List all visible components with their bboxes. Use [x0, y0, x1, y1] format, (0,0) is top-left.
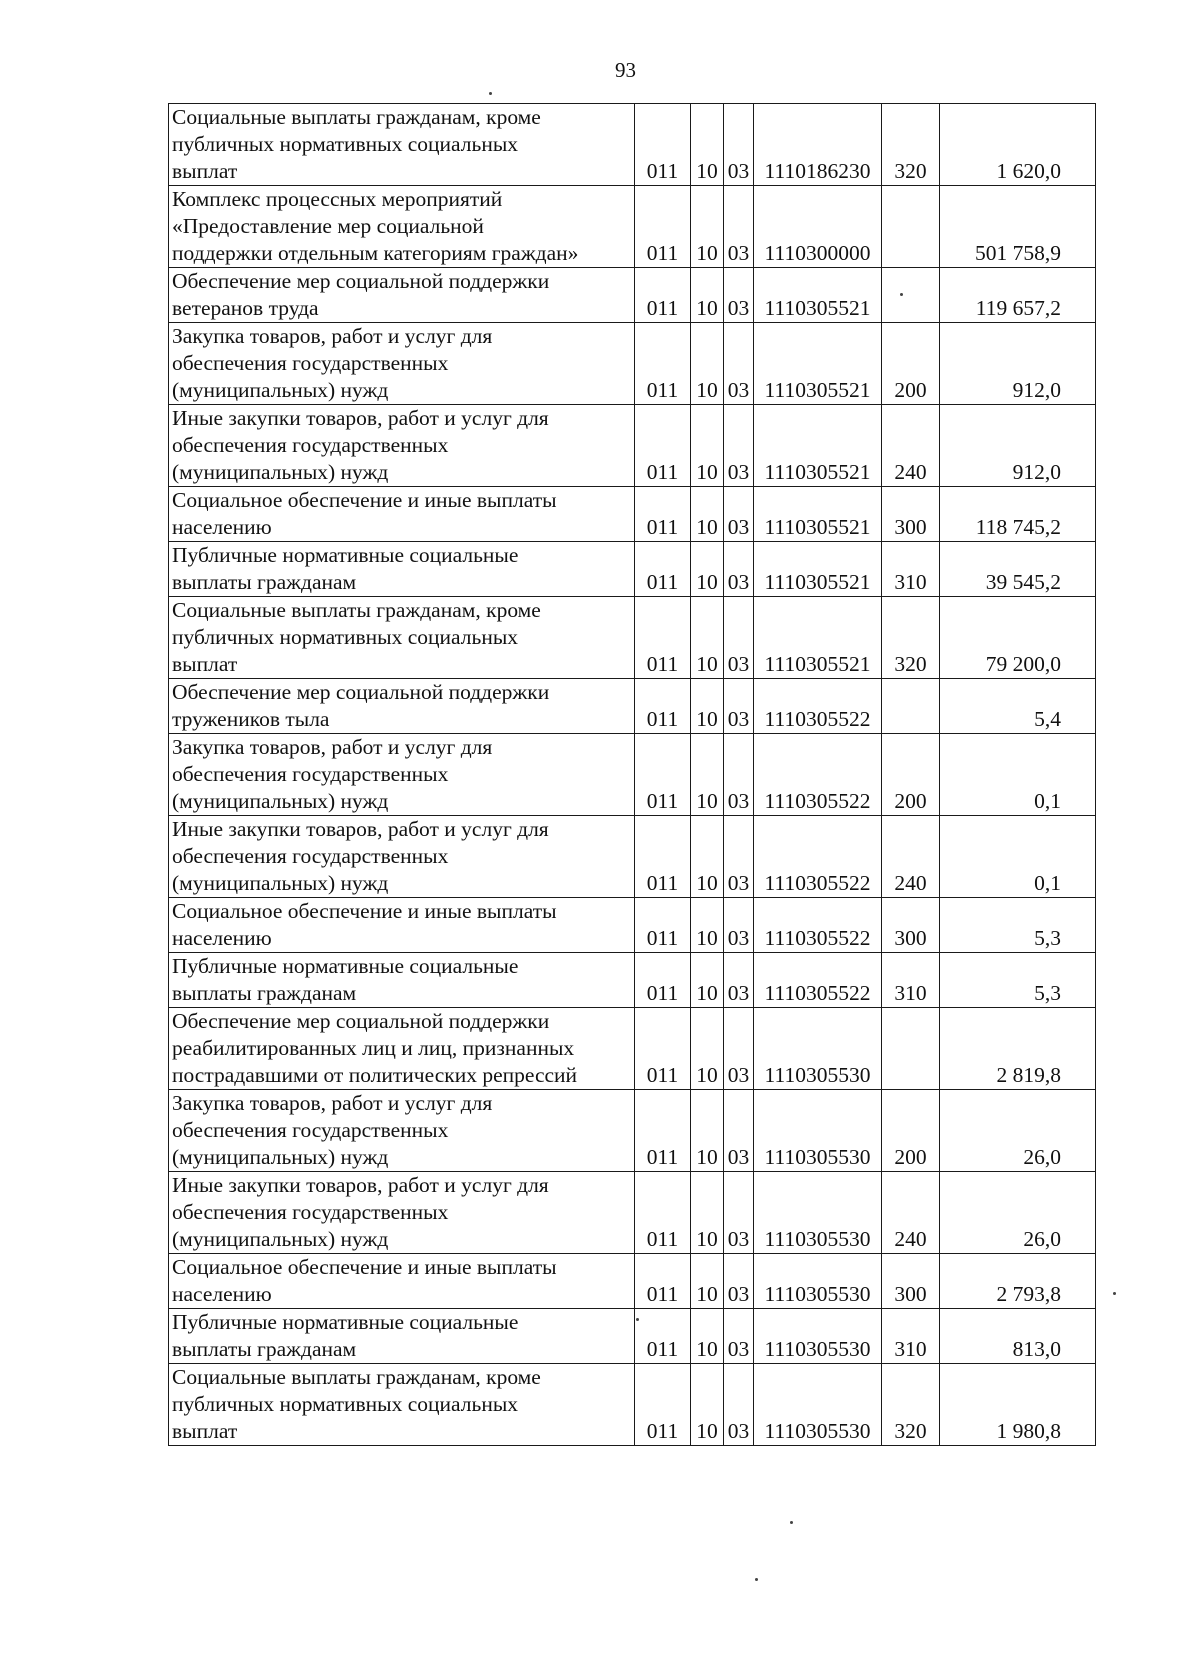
target-article-cell: 1110305530: [754, 1364, 882, 1446]
table-row: [169, 104, 1096, 186]
item-name-cell: [169, 542, 635, 597]
item-name-line: Обеспечение мер социальной поддержки: [172, 1009, 550, 1033]
ministry-code-cell: 011: [635, 487, 691, 542]
table-row: [169, 1008, 1096, 1090]
amount-cell: 0,1: [940, 734, 1096, 816]
expense-type-cell: [882, 679, 940, 734]
item-name-line: (муниципальных) нужд: [172, 871, 389, 895]
subsection-code-cell: 03: [724, 953, 754, 1008]
item-name-line: населению: [172, 926, 272, 950]
target-article-cell: 1110305530: [754, 1090, 882, 1172]
item-name-cell: [169, 898, 635, 953]
budget-table: [168, 103, 1096, 1446]
item-name-line: Обеспечение мер социальной поддержки: [172, 680, 550, 704]
ministry-code-cell: 011: [635, 1090, 691, 1172]
item-name-line: выплаты гражданам: [172, 1337, 357, 1361]
item-name-line: обеспечения государственных: [172, 433, 449, 457]
amount-cell: 79 200,0: [940, 597, 1096, 679]
item-name-line: Закупка товаров, работ и услуг для: [172, 324, 493, 348]
item-name-line: Публичные нормативные социальные: [172, 954, 519, 978]
expense-type-cell: [882, 1008, 940, 1090]
item-name-line: тружеников тыла: [172, 707, 330, 731]
subsection-code-cell: 03: [724, 1090, 754, 1172]
item-name-line: пострадавшими от политических репрессий: [172, 1063, 578, 1087]
section-code-cell: 10: [691, 323, 724, 405]
item-name-line: публичных нормативных социальных: [172, 132, 519, 156]
target-article-cell: 1110305530: [754, 1172, 882, 1254]
table-row: [169, 898, 1096, 953]
expense-type-cell: 300: [882, 898, 940, 953]
section-code-cell: 10: [691, 1172, 724, 1254]
item-name-line: выплат: [172, 159, 238, 183]
amount-cell: 912,0: [940, 405, 1096, 487]
section-code-cell: 10: [691, 186, 724, 268]
item-name-line: Иные закупки товаров, работ и услуг для: [172, 817, 549, 841]
ministry-code-cell: 011: [635, 1364, 691, 1446]
table-row: [169, 953, 1096, 1008]
item-name-line: Социальное обеспечение и иные выплаты: [172, 488, 557, 512]
scan-speck: [1113, 1292, 1116, 1295]
section-code-cell: 10: [691, 1364, 724, 1446]
target-article-cell: 1110305522: [754, 898, 882, 953]
target-article-cell: 1110305521: [754, 405, 882, 487]
expense-type-cell: 200: [882, 734, 940, 816]
amount-cell: 26,0: [940, 1090, 1096, 1172]
item-name-line: населению: [172, 515, 272, 539]
amount-cell: 39 545,2: [940, 542, 1096, 597]
table-row: [169, 734, 1096, 816]
amount-cell: 2 819,8: [940, 1008, 1096, 1090]
subsection-code-cell: 03: [724, 597, 754, 679]
item-name-line: публичных нормативных социальных: [172, 1392, 519, 1416]
subsection-code-cell: 03: [724, 186, 754, 268]
scan-speck: [755, 1578, 758, 1581]
ministry-code-cell: 011: [635, 323, 691, 405]
item-name-line: выплат: [172, 652, 238, 676]
item-name-cell: [169, 1309, 635, 1364]
item-name-cell: [169, 1254, 635, 1309]
expense-type-cell: 310: [882, 953, 940, 1008]
expense-type-cell: 320: [882, 104, 940, 186]
expense-type-cell: 200: [882, 1090, 940, 1172]
item-name-cell: [169, 323, 635, 405]
table-row: [169, 816, 1096, 898]
table-row: [169, 1254, 1096, 1309]
subsection-code-cell: 03: [724, 1309, 754, 1364]
ministry-code-cell: 011: [635, 405, 691, 487]
item-name-line: Иные закупки товаров, работ и услуг для: [172, 1173, 549, 1197]
item-name-line: Публичные нормативные социальные: [172, 543, 519, 567]
item-name-line: (муниципальных) нужд: [172, 1227, 389, 1251]
subsection-code-cell: 03: [724, 1254, 754, 1309]
item-name-cell: [169, 1172, 635, 1254]
item-name-line: Социальные выплаты гражданам, кроме: [172, 105, 541, 129]
table-row: [169, 1364, 1096, 1446]
item-name-cell: [169, 487, 635, 542]
expense-type-cell: 310: [882, 542, 940, 597]
target-article-cell: 1110305522: [754, 816, 882, 898]
table-row: [169, 542, 1096, 597]
expense-type-cell: 240: [882, 816, 940, 898]
expense-type-cell: 300: [882, 487, 940, 542]
scan-speck: [790, 1521, 793, 1524]
section-code-cell: 10: [691, 597, 724, 679]
target-article-cell: 1110300000: [754, 186, 882, 268]
subsection-code-cell: 03: [724, 734, 754, 816]
table-row: [169, 268, 1096, 323]
expense-type-cell: 310: [882, 1309, 940, 1364]
item-name-cell: [169, 1090, 635, 1172]
section-code-cell: 10: [691, 542, 724, 597]
amount-cell: 26,0: [940, 1172, 1096, 1254]
expense-type-cell: 200: [882, 323, 940, 405]
amount-cell: 1 980,8: [940, 1364, 1096, 1446]
item-name-cell: [169, 405, 635, 487]
item-name-cell: [169, 953, 635, 1008]
item-name-cell: [169, 679, 635, 734]
target-article-cell: 1110305521: [754, 542, 882, 597]
target-article-cell: 1110305522: [754, 679, 882, 734]
ministry-code-cell: 011: [635, 104, 691, 186]
ministry-code-cell: 011: [635, 953, 691, 1008]
section-code-cell: 10: [691, 405, 724, 487]
section-code-cell: 10: [691, 104, 724, 186]
item-name-line: Социальные выплаты гражданам, кроме: [172, 1365, 541, 1389]
subsection-code-cell: 03: [724, 1008, 754, 1090]
item-name-cell: [169, 104, 635, 186]
section-code-cell: 10: [691, 953, 724, 1008]
item-name-line: Социальные выплаты гражданам, кроме: [172, 598, 541, 622]
ministry-code-cell: 011: [635, 734, 691, 816]
subsection-code-cell: 03: [724, 405, 754, 487]
section-code-cell: 10: [691, 679, 724, 734]
ministry-code-cell: 011: [635, 816, 691, 898]
item-name-line: Социальное обеспечение и иные выплаты: [172, 1255, 557, 1279]
amount-cell: 501 758,9: [940, 186, 1096, 268]
table-body: [169, 104, 1096, 1446]
item-name-line: выплаты гражданам: [172, 570, 357, 594]
target-article-cell: 1110305530: [754, 1008, 882, 1090]
subsection-code-cell: 03: [724, 1364, 754, 1446]
section-code-cell: 10: [691, 487, 724, 542]
item-name-line: Социальное обеспечение и иные выплаты: [172, 899, 557, 923]
section-code-cell: 10: [691, 268, 724, 323]
item-name-line: обеспечения государственных: [172, 844, 449, 868]
expense-type-cell: 300: [882, 1254, 940, 1309]
amount-cell: 0,1: [940, 816, 1096, 898]
subsection-code-cell: 03: [724, 816, 754, 898]
item-name-line: обеспечения государственных: [172, 1200, 449, 1224]
ministry-code-cell: 011: [635, 1309, 691, 1364]
item-name-line: Публичные нормативные социальные: [172, 1310, 519, 1334]
item-name-line: Обеспечение мер социальной поддержки: [172, 269, 550, 293]
item-name-line: Комплекс процессных мероприятий: [172, 187, 503, 211]
section-code-cell: 10: [691, 898, 724, 953]
amount-cell: 118 745,2: [940, 487, 1096, 542]
item-name-cell: [169, 734, 635, 816]
item-name-line: «Предоставление мер социальной: [172, 214, 484, 238]
target-article-cell: 1110305521: [754, 323, 882, 405]
item-name-line: (муниципальных) нужд: [172, 1145, 389, 1169]
table-row: [169, 405, 1096, 487]
item-name-line: Иные закупки товаров, работ и услуг для: [172, 406, 549, 430]
target-article-cell: 1110305530: [754, 1309, 882, 1364]
table-row: [169, 597, 1096, 679]
target-article-cell: 1110305522: [754, 734, 882, 816]
table-row: [169, 323, 1096, 405]
amount-cell: 912,0: [940, 323, 1096, 405]
target-article-cell: 1110305521: [754, 268, 882, 323]
ministry-code-cell: 011: [635, 1008, 691, 1090]
target-article-cell: 1110305522: [754, 953, 882, 1008]
section-code-cell: 10: [691, 1309, 724, 1364]
target-article-cell: 1110186230: [754, 104, 882, 186]
scan-speck: [489, 92, 492, 95]
item-name-line: обеспечения государственных: [172, 351, 449, 375]
ministry-code-cell: 011: [635, 1172, 691, 1254]
ministry-code-cell: 011: [635, 186, 691, 268]
expense-type-cell: 320: [882, 1364, 940, 1446]
item-name-line: населению: [172, 1282, 272, 1306]
item-name-line: (муниципальных) нужд: [172, 789, 389, 813]
subsection-code-cell: 03: [724, 323, 754, 405]
ministry-code-cell: 011: [635, 1254, 691, 1309]
amount-cell: 2 793,8: [940, 1254, 1096, 1309]
item-name-cell: [169, 816, 635, 898]
section-code-cell: 10: [691, 816, 724, 898]
section-code-cell: 10: [691, 1090, 724, 1172]
amount-cell: 5,3: [940, 953, 1096, 1008]
target-article-cell: 1110305521: [754, 487, 882, 542]
expense-type-cell: 320: [882, 597, 940, 679]
table-row: [169, 487, 1096, 542]
ministry-code-cell: 011: [635, 679, 691, 734]
item-name-line: реабилитированных лиц и лиц, признанных: [172, 1036, 575, 1060]
item-name-line: (муниципальных) нужд: [172, 460, 389, 484]
item-name-line: (муниципальных) нужд: [172, 378, 389, 402]
item-name-line: Закупка товаров, работ и услуг для: [172, 735, 493, 759]
expense-type-cell: 240: [882, 405, 940, 487]
subsection-code-cell: 03: [724, 1172, 754, 1254]
item-name-line: выплаты гражданам: [172, 981, 357, 1005]
item-name-cell: [169, 268, 635, 323]
table-row: [169, 1090, 1096, 1172]
item-name-line: выплат: [172, 1419, 238, 1443]
expense-type-cell: [882, 268, 940, 323]
ministry-code-cell: 011: [635, 268, 691, 323]
scan-speck: [900, 293, 903, 296]
ministry-code-cell: 011: [635, 898, 691, 953]
ministry-code-cell: 011: [635, 542, 691, 597]
item-name-line: Закупка товаров, работ и услуг для: [172, 1091, 493, 1115]
subsection-code-cell: 03: [724, 679, 754, 734]
table-row: [169, 1172, 1096, 1254]
item-name-cell: [169, 1364, 635, 1446]
table-row: [169, 679, 1096, 734]
item-name-cell: [169, 1008, 635, 1090]
amount-cell: 5,4: [940, 679, 1096, 734]
item-name-line: ветеранов труда: [172, 296, 319, 320]
item-name-cell: [169, 186, 635, 268]
section-code-cell: 10: [691, 734, 724, 816]
target-article-cell: 1110305530: [754, 1254, 882, 1309]
item-name-line: поддержки отдельным категориям граждан»: [172, 241, 579, 265]
subsection-code-cell: 03: [724, 268, 754, 323]
amount-cell: 813,0: [940, 1309, 1096, 1364]
item-name-line: обеспечения государственных: [172, 762, 449, 786]
amount-cell: 1 620,0: [940, 104, 1096, 186]
expense-type-cell: 240: [882, 1172, 940, 1254]
page-number: 93: [615, 58, 636, 82]
section-code-cell: 10: [691, 1008, 724, 1090]
expense-type-cell: [882, 186, 940, 268]
subsection-code-cell: 03: [724, 898, 754, 953]
item-name-line: публичных нормативных социальных: [172, 625, 519, 649]
item-name-line: обеспечения государственных: [172, 1118, 449, 1142]
scan-speck: [636, 1318, 639, 1321]
table-row: [169, 1309, 1096, 1364]
subsection-code-cell: 03: [724, 104, 754, 186]
amount-cell: 119 657,2: [940, 268, 1096, 323]
subsection-code-cell: 03: [724, 542, 754, 597]
subsection-code-cell: 03: [724, 487, 754, 542]
target-article-cell: 1110305521: [754, 597, 882, 679]
section-code-cell: 10: [691, 1254, 724, 1309]
amount-cell: 5,3: [940, 898, 1096, 953]
ministry-code-cell: 011: [635, 597, 691, 679]
table-row: [169, 186, 1096, 268]
item-name-cell: [169, 597, 635, 679]
